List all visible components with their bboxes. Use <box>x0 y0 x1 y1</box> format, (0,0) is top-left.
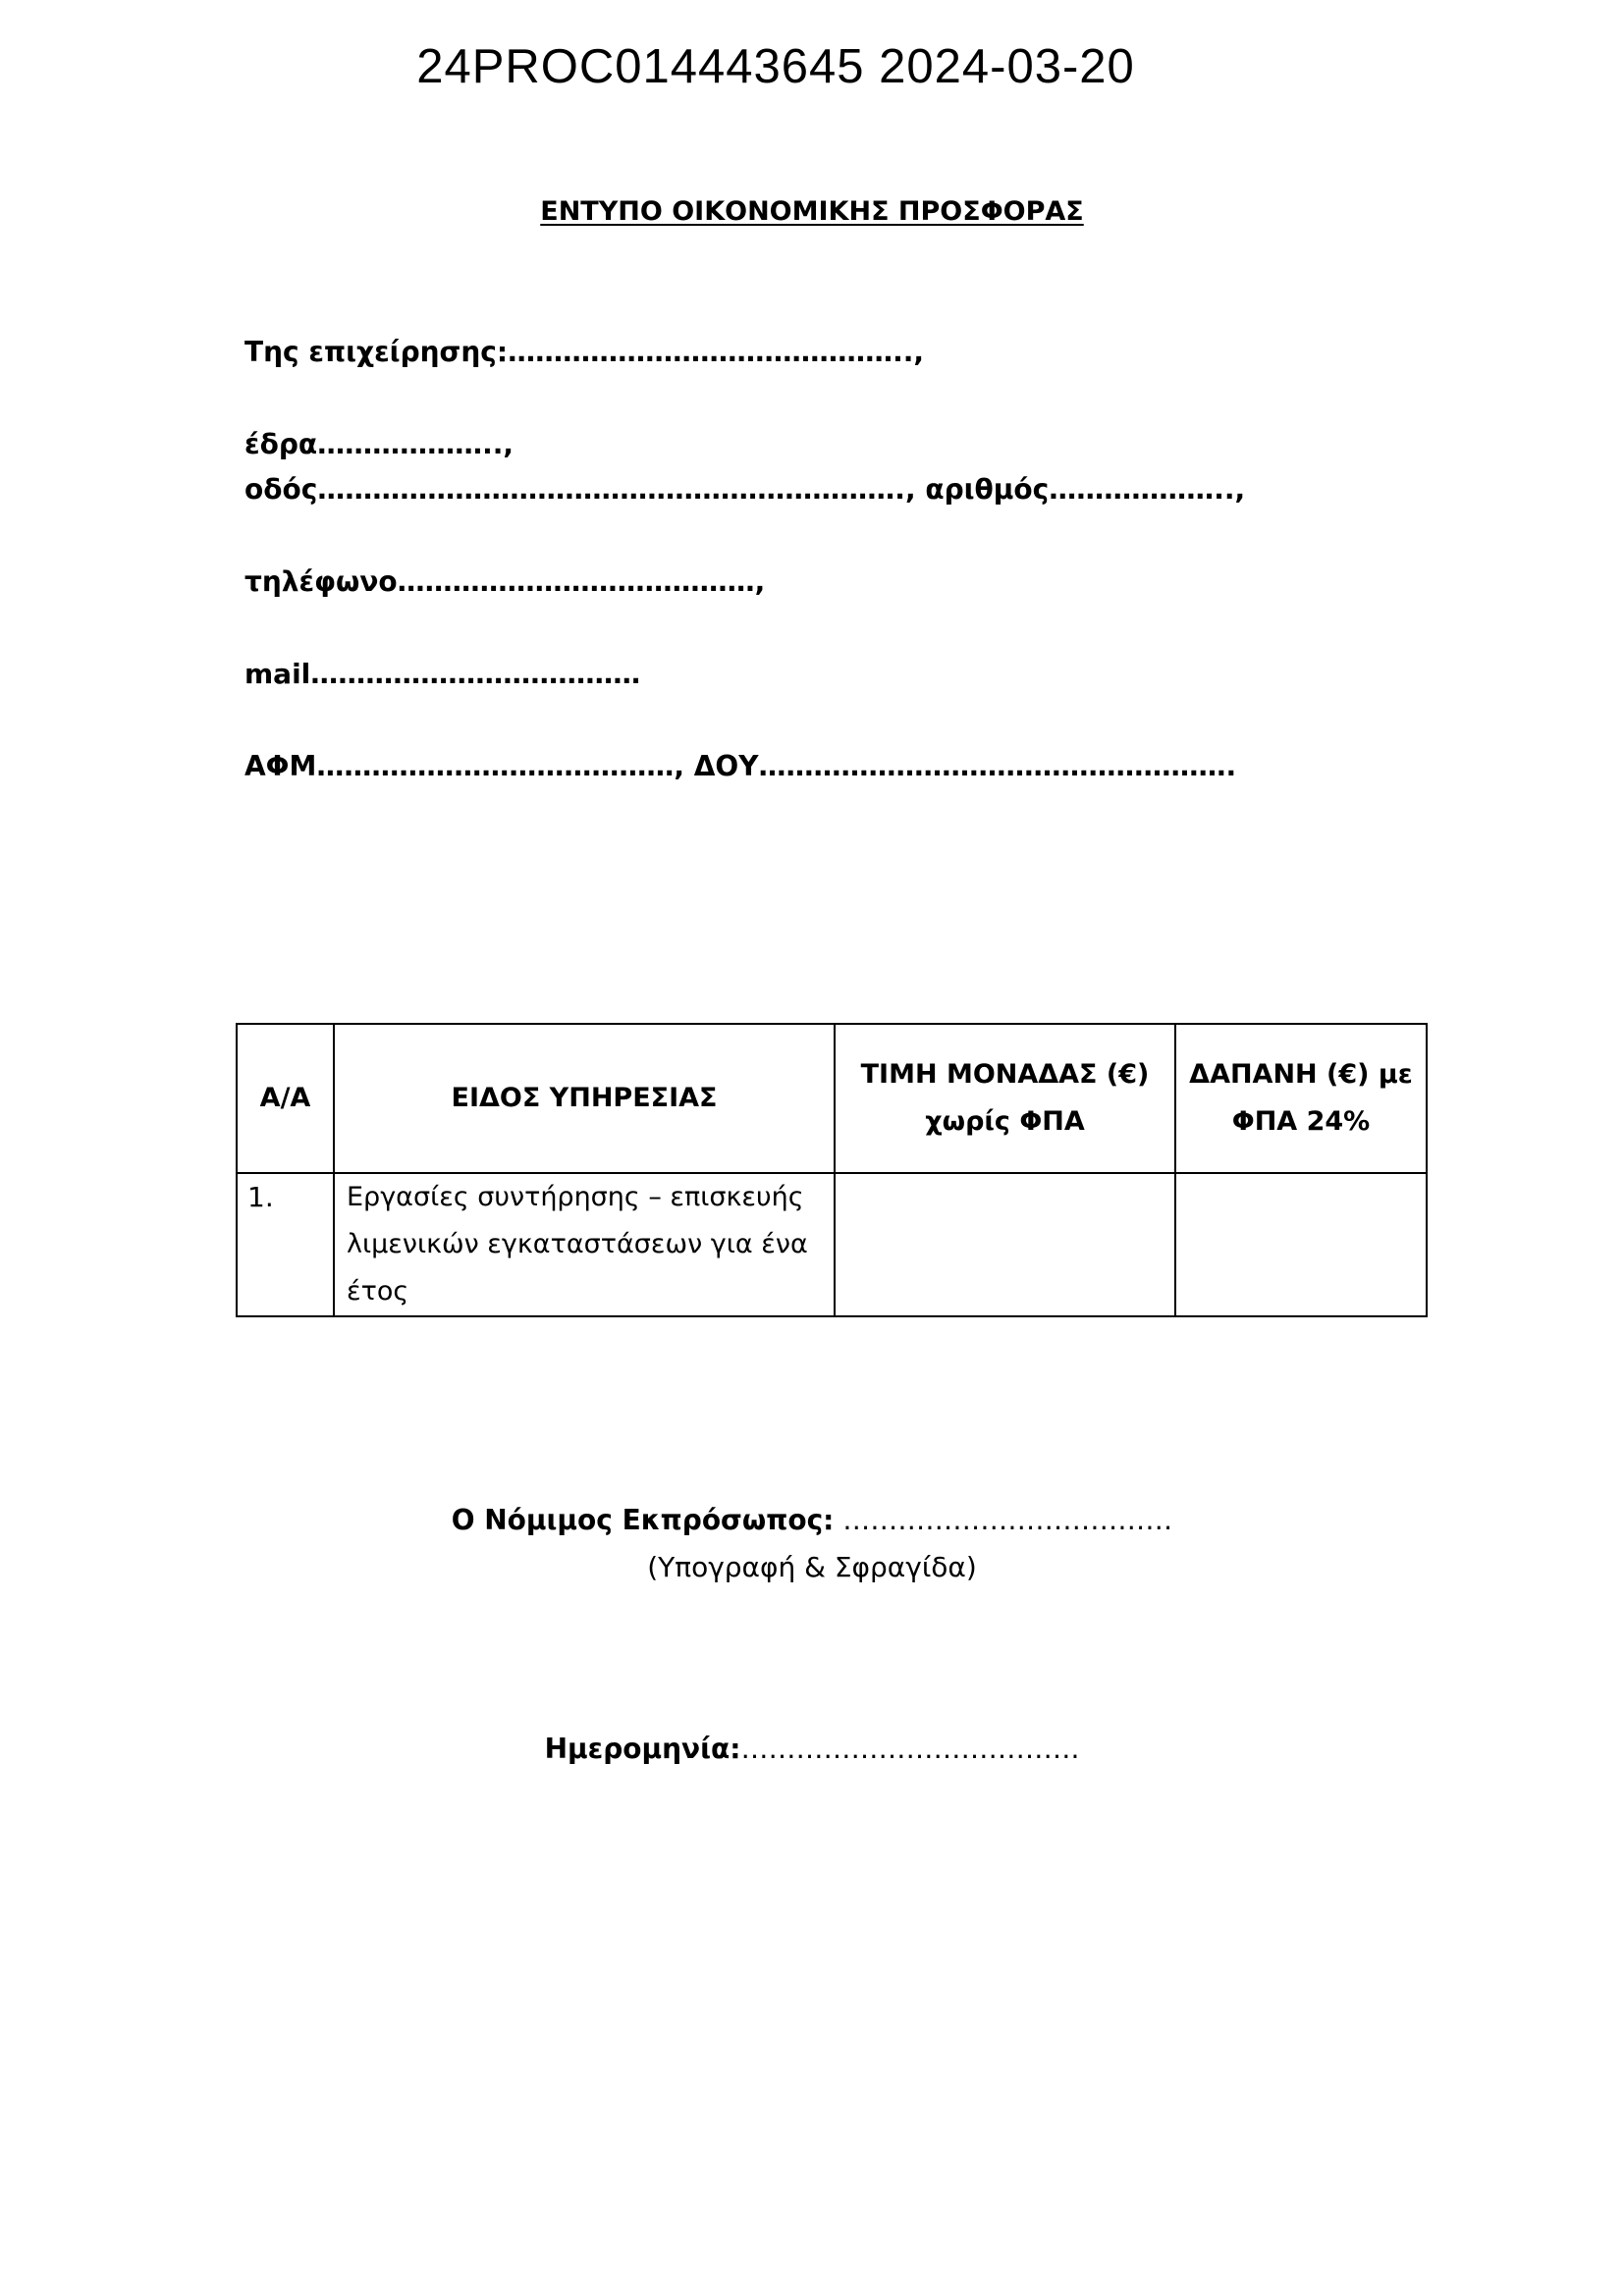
tax-field-line: ΑΦΜ…………………………………, ΔΟΥ……………………………………………. <box>244 750 1237 782</box>
document-protocol-code: 24PROC014443645 2024-03-20 <box>416 40 1135 93</box>
street-field-line: οδός………………………………………………………., αριθμός……………….., <box>244 473 1246 506</box>
column-header-unit-price: ΤΙΜΗ ΜΟΝΑΔΑΣ (€) χωρίς ΦΠΑ <box>835 1024 1175 1173</box>
table-header-row <box>237 1024 1427 1173</box>
column-header-cost: ΔΑΠΑΝΗ (€) με ΦΠΑ 24% <box>1175 1024 1427 1173</box>
form-title: ΕΝΤΥΠΟ ΟΙΚΟΝΟΜΙΚΗΣ ΠΡΟΣΦΟΡΑΣ <box>540 196 1084 227</box>
mail-field-line: mail……………………………… <box>244 658 641 690</box>
cell-service: Εργασίες συντήρησης – επισκευής λιμενικών εγκαταστάσεων για ένα έτος <box>334 1173 835 1316</box>
cell-aa: 1. <box>237 1173 334 1316</box>
table-row <box>237 1173 1427 1316</box>
cell-cost <box>1175 1173 1427 1316</box>
legal-representative-line <box>0 1504 1624 1536</box>
date-dots: ………………………………. <box>740 1733 1080 1765</box>
column-header-aa: Α/Α <box>237 1024 334 1173</box>
company-field-line: Της επιχείρησης:…………………………………….., <box>244 336 925 368</box>
signature-stamp-note: (Υπογραφή & Σφραγίδα) <box>647 1551 977 1583</box>
seat-field-line: έδρα……………….., <box>244 428 514 460</box>
legal-representative-dots: ……………………………… <box>842 1504 1173 1536</box>
phone-field-line: τηλέφωνο…………………………………, <box>244 565 766 598</box>
legal-representative-label: Ο Νόμιμος Εκπρόσωπος: <box>451 1504 835 1536</box>
date-line <box>0 1733 1624 1765</box>
cell-unit-price <box>835 1173 1175 1316</box>
date-label: Ημερομηνία: <box>544 1733 741 1765</box>
offer-table <box>236 1023 1428 1317</box>
column-header-service: ΕΙΔΟΣ ΥΠΗΡΕΣΙΑΣ <box>334 1024 835 1173</box>
